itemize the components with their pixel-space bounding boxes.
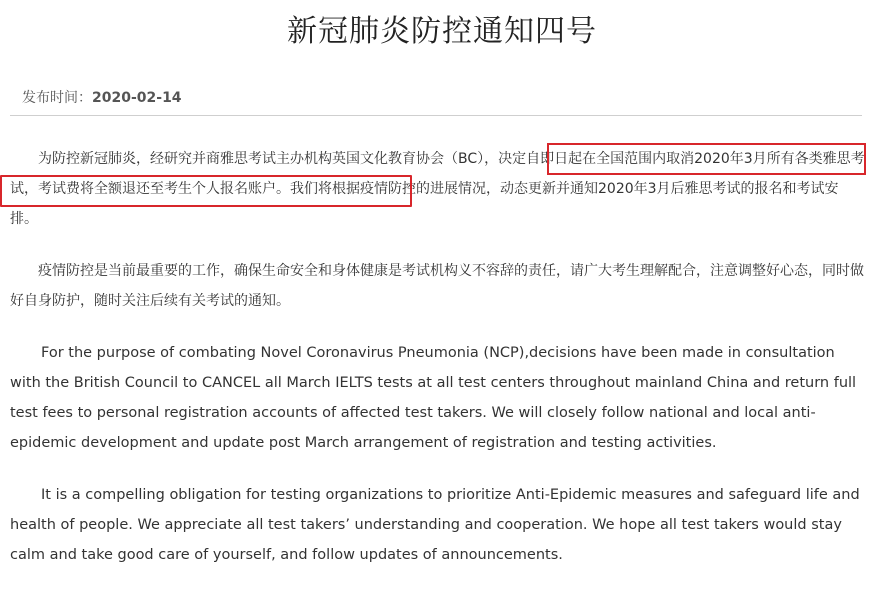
paragraph-1-highlight: 决定自即日起在全国范围内取消2020年3月所有各类雅思考试，考试费将全额退还至考生个人报名账户。 [10, 151, 865, 197]
paragraph-1-outro: 我们将根据疫情防控的进展情况，动态更新并通知2020年3月后雅思考试的报名和考试安排。 [10, 181, 839, 227]
publish-label: 发布时间： [22, 90, 92, 106]
divider [10, 115, 862, 116]
paragraph-3-english: For the purpose of combating Novel Coronavirus Pneumonia (NCP),decisions have been made in consultation with the British Council to CANCEL all March IELTS tests at all test centers throughout mainland China and return full test fees to personal registration accounts of affected test takers. We will closely follow national and local anti-epidemic development and update post March arrangement of registration and testing activities. [10, 345, 857, 451]
highlight-box-line-2 [0, 175, 412, 207]
page-title: 新冠肺炎防控通知四号 [287, 14, 597, 49]
paragraph-2: 疫情防控是当前最重要的工作，确保生命安全和身体健康是考试机构义不容辞的责任，请广大考生理解配合，注意调整好心态，同时做好自身防护，随时关注后续有关考试的通知。 [10, 263, 864, 309]
publish-date: 2020-02-14 [92, 90, 182, 106]
paragraph-1-intro: 为防控新冠肺炎，经研究并商雅思考试主办机构英国文化教育协会（BC）， [38, 151, 499, 167]
highlight-box-line-1 [547, 143, 866, 175]
publish-meta [22, 88, 182, 108]
paragraph-4-english: It is a compelling obligation for testing organizations to prioritize Anti-Epidemic measures and safeguard life and health of people. We appreciate all test takers’ understanding and cooperation. We hope all test takers would stay calm and take good care of yourself, and follow updates of announcements. [10, 487, 860, 563]
